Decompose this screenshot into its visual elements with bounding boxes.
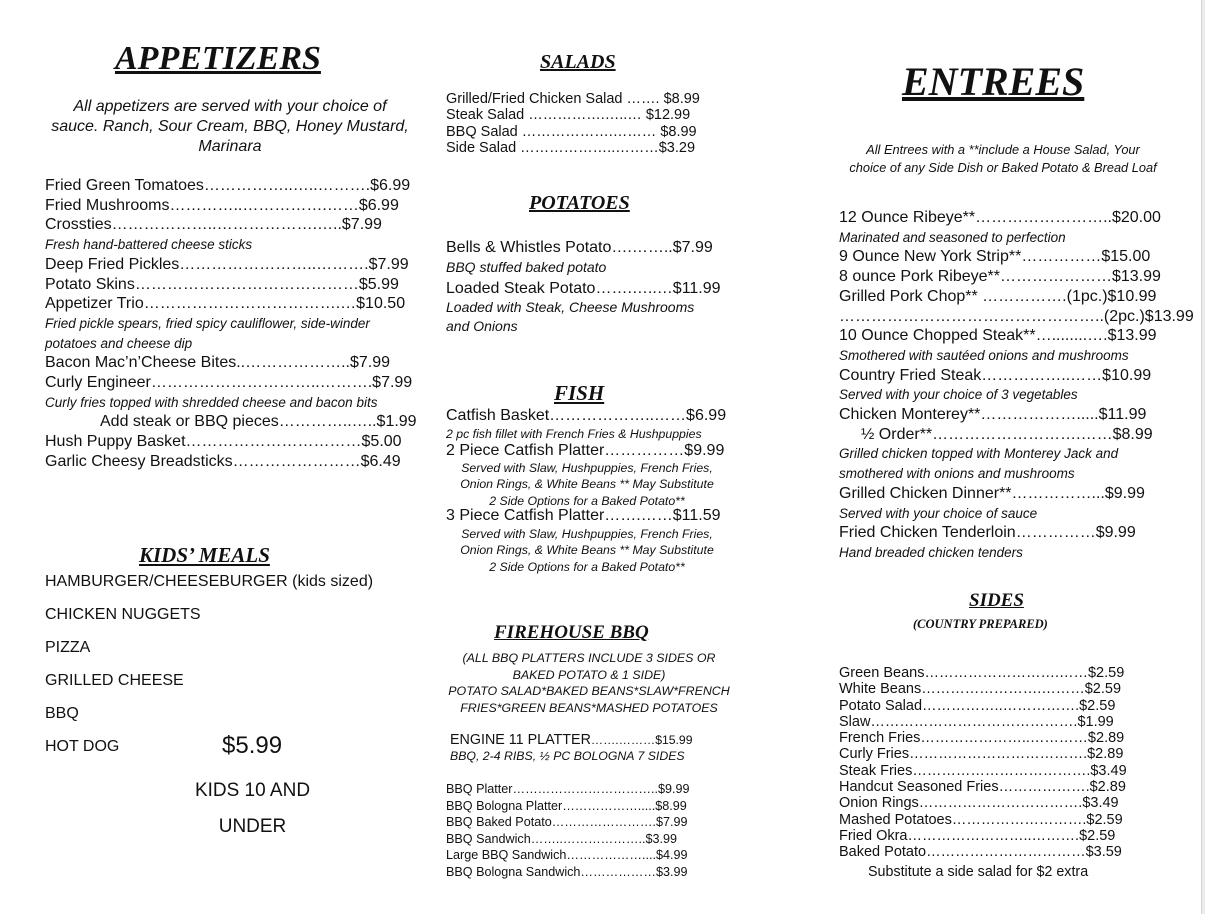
bbq-intro-line: FRIES*GREEN BEANS*MASHED POTATOES — [460, 700, 718, 715]
item-note: potatoes and cheese dip — [45, 335, 193, 351]
item-note: Hand breaded chicken tenders — [839, 544, 1023, 560]
sides-footer: Substitute a side salad for $2 extra — [868, 864, 1089, 880]
kids-item: CHICKEN NUGGETS — [45, 606, 201, 623]
fish-item: Catfish Basket………………..……$6.99 — [446, 407, 727, 424]
salads-list — [446, 91, 700, 156]
fish-note: Served with Slaw, Hushpuppies, French Fries, — [461, 461, 713, 475]
potato-item: Bells & Whistles Potato….……..$7.99 — [446, 239, 713, 256]
menu-item: Grilled Pork Chop** …………….(1pc.)$10.99 — [839, 287, 1157, 305]
kids-title: KIDS’ MEALS — [139, 543, 270, 567]
fish-note: Onion Rings, & White Beans ** May Substitute — [460, 477, 714, 492]
fish-notes — [436, 460, 738, 509]
item-note: Marinated and seasoned to perfection — [839, 229, 1066, 245]
side-item: Green Beans……………………….……$2.59 — [839, 665, 1125, 681]
fish-note: 2 pc fish fillet with French Fries & Hushpuppies — [446, 427, 702, 441]
kids-item: HAMBURGER/CHEESEBURGER (kids sized) — [45, 573, 374, 590]
bbq-item: BBQ Platter……………………………..$9.99 — [446, 782, 690, 796]
menu-item: Chicken Monterey**……………….....$11.99 — [839, 406, 1147, 424]
intro-line: sauce. Ranch, Sour Cream, BBQ, Honey Mustard, — [51, 118, 409, 135]
menu-item: Crossties………………..……………….…..$7.99 — [45, 216, 382, 234]
side-item: Baked Potato……………………………$3.59 — [839, 844, 1122, 861]
potato-note: BBQ stuffed baked potato — [446, 259, 607, 275]
menu-item: Grilled Chicken Dinner**……………...$9.99 — [839, 484, 1145, 502]
menu-item: 8 ounce Pork Ribeye**…………………$13.99 — [839, 268, 1161, 286]
menu-item: Garlic Cheesy Breadsticks……………………$6.49 — [45, 452, 401, 470]
menu-item: Appetizer Trio……………………………….…$10.50 — [45, 295, 406, 313]
bbq-item: BBQ Baked Potato…………………….$7.99 — [446, 815, 688, 830]
menu-item: 10 Ounce Chopped Steak**…........….$13.99 — [839, 327, 1157, 345]
engine-platter — [450, 731, 693, 749]
appetizers-intro — [30, 97, 430, 157]
bbq-list — [446, 781, 690, 881]
bbq-item: BBQ Bologna Platter……………….....$8.99 — [446, 798, 687, 813]
item-note: Served with your choice of 3 vegetables — [839, 387, 1078, 403]
menu-item: Fried Chicken Tenderloin……………$9.99 — [839, 524, 1136, 542]
menu-item: Fried Green Tomatoes……………..…..……….$6.99 — [45, 177, 411, 194]
menu-item: Country Fried Steak……………..……$10.99 — [839, 366, 1152, 384]
menu-item: …………………………………………..(2pc.)$13.99 — [839, 307, 1194, 325]
item-note: Fried pickle spears, fried spicy cauliflower, side-winder — [45, 315, 370, 331]
kids-item: BBQ — [45, 705, 79, 722]
intro-line: Marinara — [198, 138, 262, 155]
bbq-item: BBQ Sandwich……..………………..$3.99 — [446, 831, 677, 846]
bbq-intro-line: POTATO SALAD*BAKED BEANS*SLAW*FRENCH — [448, 684, 730, 699]
menu-item: 9 Ounce New York Strip**……………$15.00 — [839, 248, 1151, 266]
menu-item: Add steak or BBQ pieces…………..…..$1.99 — [100, 413, 417, 431]
item-note: Grilled chicken topped with Monterey Jack and — [839, 446, 1119, 462]
side-item: White Beans…………………….………$2.59 — [839, 681, 1122, 698]
entrees-intro — [830, 141, 1176, 177]
item-note: Smothered with sautéed onions and mushrooms — [839, 347, 1129, 363]
sides-subtitle: (COUNTRY PREPARED) — [913, 617, 1048, 631]
side-item: Fried Okra……………………..……….$2.59 — [839, 827, 1116, 844]
potato-note: and Onions — [446, 318, 518, 334]
side-item: Onion Rings…………………………….$3.49 — [839, 795, 1119, 812]
kids-age-line2: UNDER — [218, 816, 287, 837]
item-note: Fresh hand-battered cheese sticks — [45, 237, 253, 253]
kids-item: GRILLED CHEESE — [45, 672, 184, 689]
salad-item: Steak Salad …………….…..… $12.99 — [446, 107, 691, 124]
menu-item: Bacon Mac’n’Cheese Bites..………………..$7.99 — [45, 354, 391, 372]
salad-item: Grilled/Fried Chicken Salad ……. $8.99 — [446, 91, 700, 107]
side-item: Potato Salad……………..…………….$2.59 — [839, 697, 1116, 714]
fish-note: 2 Side Options for a Baked Potato** — [489, 493, 685, 508]
fish-note: 2 Side Options for a Baked Potato** — [489, 559, 685, 574]
menu-item: Deep Fried Pickles……………………..……….$7.99 — [45, 255, 409, 273]
kids-age-line1: KIDS 10 AND — [194, 780, 311, 801]
bbq-title: FIREHOUSE BBQ — [494, 622, 649, 643]
appetizers-title: APPETIZERS — [115, 40, 321, 77]
intro-line: All appetizers are served with your choice of — [73, 98, 387, 115]
entrees-list — [839, 208, 1194, 563]
fish-notes — [436, 526, 738, 575]
menu-item: 12 Ounce Ribeye**……………………..$20.00 — [839, 209, 1161, 226]
side-item: Slaw…………………………………….$1.99 — [839, 713, 1114, 730]
kids-item: HOT DOG — [45, 738, 120, 755]
side-item: Steak Fries……………………………….$3.49 — [839, 762, 1127, 779]
potatoes-title: POTATOES — [529, 192, 630, 214]
bbq-intro-line: (ALL BBQ PLATTERS INCLUDE 3 SIDES OR — [462, 651, 716, 665]
item-note: Curly fries topped with shredded cheese and bacon bits — [45, 394, 378, 410]
appetizers-list — [45, 176, 417, 472]
engine-price: …….………$15.99 — [590, 733, 693, 747]
bbq-item: BBQ Bologna Sandwich………………$3.99 — [446, 864, 688, 879]
menu-item: Fried Mushrooms…………..…………….……$6.99 — [45, 196, 399, 214]
entrees-title: ENTREES — [902, 59, 1085, 104]
item-note: smothered with onions and mushrooms — [839, 466, 1075, 482]
intro-line: choice of any Side Dish or Baked Potato & Bread Loaf — [849, 160, 1157, 175]
salad-item: BBQ Salad ……………….……… $8.99 — [446, 123, 697, 140]
fish-title: FISH — [554, 381, 605, 405]
bbq-intro — [436, 650, 742, 716]
engine-name: ENGINE 11 PLATTER — [450, 732, 591, 748]
side-item: Handcut Seasoned Fries……………….$2.89 — [839, 779, 1126, 796]
side-item: French Fries…………………..…………$2.89 — [839, 730, 1125, 747]
fish-note: Served with Slaw, Hushpuppies, French Fries, — [461, 527, 713, 541]
engine-note: BBQ, 2-4 RIBS, ½ PC BOLOGNA 7 SIDES — [450, 749, 685, 763]
menu-item: Potato Skins……………………………………$5.99 — [45, 275, 399, 293]
fish-item: 2 Piece Catfish Platter……………$9.99 — [446, 442, 725, 459]
kids-price: $5.99 — [222, 732, 283, 759]
side-item: Mashed Potatoes……………………….$2.59 — [839, 811, 1123, 828]
salads-title: SALADS — [540, 51, 616, 73]
potato-item: Loaded Steak Potato…….…..…$11.99 — [446, 280, 721, 297]
menu-item: Curly Engineer…………………………..……….$7.99 — [45, 374, 413, 392]
kids-item: PIZZA — [45, 639, 91, 656]
salad-item: Side Salad ………………..………$3.29 — [446, 139, 696, 156]
bbq-item: Large BBQ Sandwich………………....$4.99 — [446, 848, 688, 863]
bbq-intro-line: BAKED POTATO & 1 SIDE) — [512, 667, 666, 682]
fish-note: Onion Rings, & White Beans ** May Substitute — [460, 543, 714, 558]
item-note: Served with your choice of sauce — [839, 505, 1038, 521]
sides-title: SIDES — [969, 590, 1024, 611]
intro-line: All Entrees with a **include a House Salad, Your — [866, 142, 1140, 157]
menu-item: ½ Order**……………………….……$8.99 — [861, 425, 1153, 443]
menu-item: Hush Puppy Basket……………………………$5.00 — [45, 433, 402, 451]
potato-note: Loaded with Steak, Cheese Mushrooms — [446, 299, 695, 315]
sides-list — [839, 665, 1127, 861]
side-item: Curly Fries……………………………….$2.89 — [839, 746, 1124, 763]
fish-item: 3 Piece Catfish Platter…….……$11.59 — [446, 507, 721, 524]
